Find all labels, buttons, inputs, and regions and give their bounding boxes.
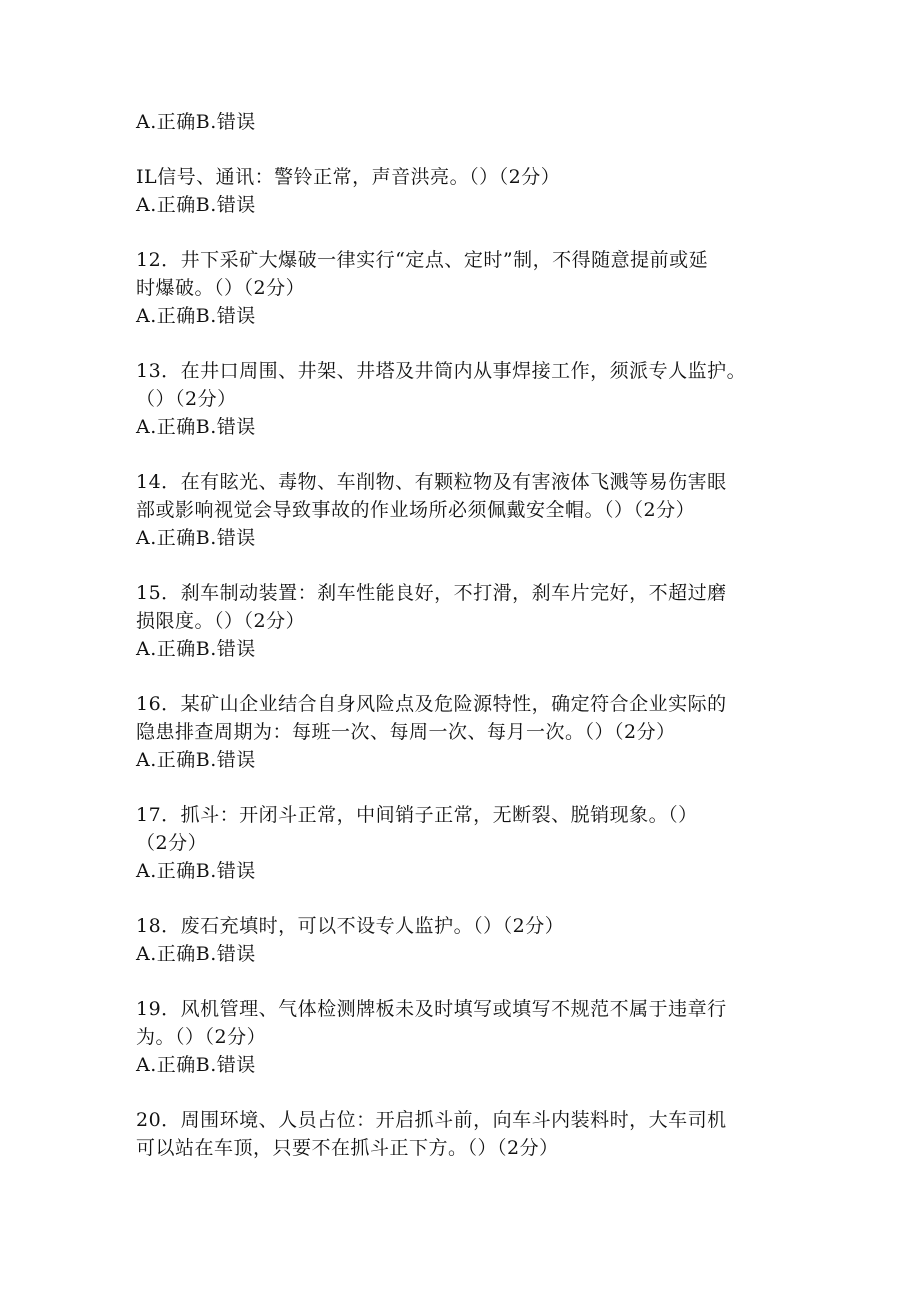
- question-text: 15．刹车制动装置：刹车性能良好，不打滑，刹车片完好，不超过磨: [136, 582, 727, 604]
- question-11: [136, 163, 796, 219]
- options-line: A.正确B.错误: [136, 860, 256, 882]
- question-12: [136, 246, 796, 330]
- question-20: [136, 1106, 796, 1162]
- question-text: （）（2分）: [136, 388, 237, 410]
- question-text: 损限度。（）（2分）: [136, 610, 306, 632]
- question-18: [136, 912, 796, 968]
- options-line: A.正确B.错误: [136, 638, 256, 660]
- question-text: 18．废石充填时，可以不设专人监护。（）（2分）: [136, 915, 565, 937]
- options-line: A.正确B.错误: [136, 305, 256, 327]
- options-line: A.正确B.错误: [136, 111, 256, 133]
- question-text: IL信号、通讯：警铃正常，声音洪亮。（）（2分）: [136, 166, 561, 188]
- question-14: [136, 468, 796, 552]
- question-text: 17．抓斗：开闭斗正常，中间销子正常，无断裂、脱销现象。（）: [136, 804, 698, 826]
- question-17: [136, 801, 796, 885]
- question-text: 20．周围环境、人员占位：开启抓斗前，向车斗内装料时，大车司机: [136, 1109, 727, 1131]
- question-text: （2分）: [136, 832, 208, 854]
- question-text: 12．井下采矿大爆破一律实行“定点、定时”制，不得随意提前或延: [136, 249, 709, 271]
- question-text: 为。（）（2分）: [136, 1026, 267, 1048]
- options-line: A.正确B.错误: [136, 527, 256, 549]
- options-line: A.正确B.错误: [136, 943, 256, 965]
- options-line: A.正确B.错误: [136, 416, 256, 438]
- question-text: 可以站在车顶，只要不在抓斗正下方。（）（2分）: [136, 1137, 559, 1159]
- options-line: A.正确B.错误: [136, 1054, 256, 1076]
- options-line: A.正确B.错误: [136, 749, 256, 771]
- question-text: 隐患排查周期为：每班一次、每周一次、每月一次。（）（2分）: [136, 721, 676, 743]
- question-text: 14．在有眩光、毒物、车削物、有颗粒物及有害液体飞溅等易伤害眼: [136, 471, 727, 493]
- question-text: 时爆破。（）（2分）: [136, 277, 306, 299]
- question-13: [136, 357, 796, 441]
- question-text: 部或影响视觉会导致事故的作业场所必须佩戴安全帽。（）（2分）: [136, 499, 696, 521]
- question-16: [136, 690, 796, 774]
- question-19: [136, 995, 796, 1079]
- question-15: [136, 579, 796, 663]
- question-text: 13．在井口周围、井架、井塔及井筒内从事焊接工作，须派专人监护。: [136, 360, 747, 382]
- question-text: 19．风机管理、气体检测牌板未及时填写或填写不规范不属于违章行: [136, 998, 727, 1020]
- options-line: A.正确B.错误: [136, 194, 256, 216]
- document-page: [136, 108, 796, 1162]
- question-text: 16．某矿山企业结合自身风险点及危险源特性，确定符合企业实际的: [136, 693, 727, 715]
